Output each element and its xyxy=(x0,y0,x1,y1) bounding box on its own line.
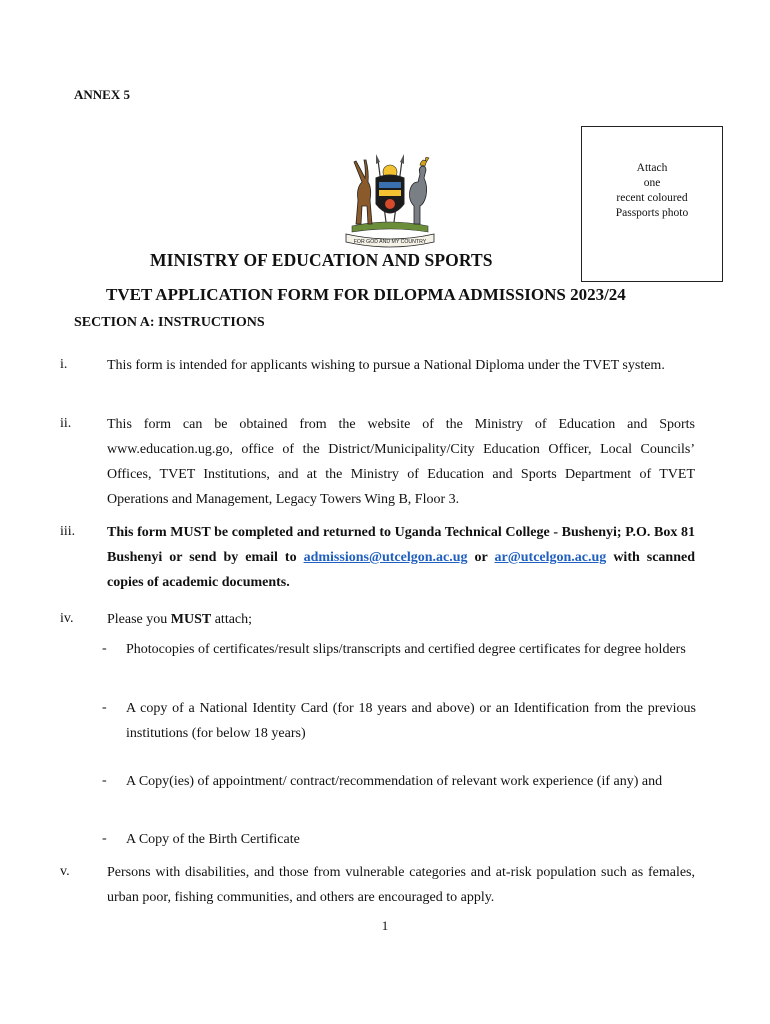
item-iv-must: MUST xyxy=(170,612,212,627)
uganda-coat-of-arms-icon xyxy=(334,148,446,248)
item-iii-text xyxy=(107,520,695,595)
item-i-number: i. xyxy=(60,357,68,372)
item-ii-text: This form can be obtained from the website of the Ministry of Education and Sports www.education.ug.go, office of the District/Municipality/City Education Officer, Local Councils’ Offices, TVET Institutions, and at the Ministry of Education and Sports Department of TVET Operations and Management, Legacy Towers Wing B, Floor 3. xyxy=(107,417,695,507)
sub-3-dash: - xyxy=(102,773,107,788)
sub-item-certificates: Photocopies of certificates/result slips/transcripts and certified degree certificates for degree holders xyxy=(126,642,686,657)
section-a-title: SECTION A: INSTRUCTIONS xyxy=(74,315,265,330)
admissions-email-link[interactable]: admissions@utcelgon.ac.ug xyxy=(303,550,468,565)
ministry-heading: MINISTRY OF EDUCATION AND SPORTS xyxy=(150,250,493,270)
photo-line-2: one xyxy=(643,177,661,189)
sub-item-work-experience: A Copy(ies) of appointment/ contract/recommendation of relevant work experience (if any) and xyxy=(126,774,663,789)
annex-label: ANNEX 5 xyxy=(74,87,130,102)
sub-1-dash: - xyxy=(102,641,107,656)
photo-instructions xyxy=(582,161,722,221)
page-number: 1 xyxy=(381,918,389,933)
item-iv-number: iv. xyxy=(60,611,74,626)
ar-email-link[interactable]: ar@utcelgon.ac.ug xyxy=(494,550,607,565)
item-iii-number: iii. xyxy=(60,524,76,539)
item-iv-lead: Please you xyxy=(107,612,171,627)
sub-item-national-id: A copy of a National Identity Card (for 18 years and above) or an Identification from the previous institutions (for below 18 years) xyxy=(126,701,696,741)
passport-photo-box xyxy=(581,126,723,282)
item-iii-part2: with scanned copies of academic documents. xyxy=(107,550,696,590)
sub-4-dash: - xyxy=(102,831,107,846)
item-iii-or: or xyxy=(467,550,495,565)
item-iv-tail: attach; xyxy=(211,612,253,627)
photo-line-4: Passports photo xyxy=(615,207,689,219)
item-v-text: Persons with disabilities, and those from vulnerable categories and at-risk population such as females, urban poor, fishing communities, and others are encouraged to apply. xyxy=(107,865,695,905)
photo-line-1: Attach xyxy=(636,162,668,174)
crest-motto: FOR GOD AND MY COUNTRY xyxy=(353,239,427,245)
item-i-text: This form is intended for applicants wishing to pursue a National Diploma under the TVET system. xyxy=(107,358,665,373)
sub-item-birth-certificate: A Copy of the Birth Certificate xyxy=(126,832,300,847)
photo-line-3: recent coloured xyxy=(616,192,688,204)
item-iii-part1: This form MUST be completed and returned to Uganda Technical College - Bushenyi; P.O. Box 81 Bushenyi or send by email to xyxy=(107,525,695,565)
sub-2-dash: - xyxy=(102,700,107,715)
item-iv-text xyxy=(107,607,695,632)
item-v-number: v. xyxy=(60,864,70,879)
form-title: TVET APPLICATION FORM FOR DILOPMA ADMISSIONS 2023/24 xyxy=(106,285,626,304)
item-ii-number: ii. xyxy=(60,416,72,431)
